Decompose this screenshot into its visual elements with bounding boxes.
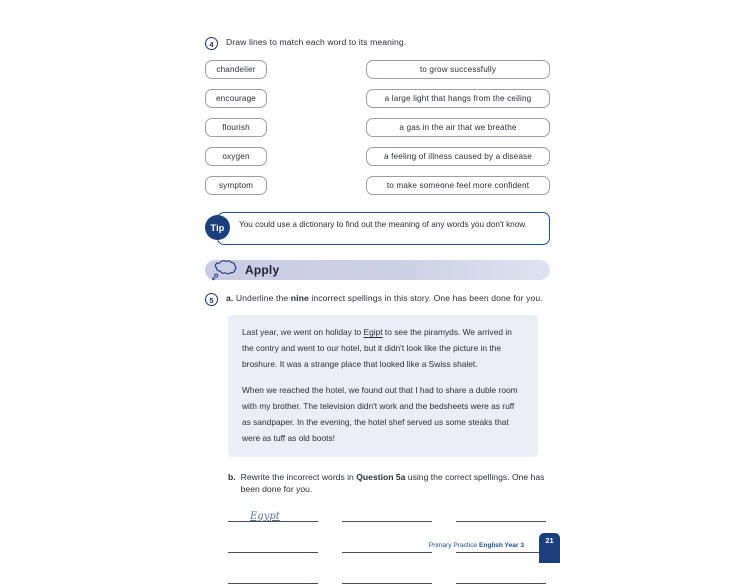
question-5b-text-before: Rewrite the incorrect words in: [240, 472, 357, 482]
answer-line[interactable]: [456, 569, 546, 584]
story-paragraph-1: [242, 324, 524, 372]
definition-column: [366, 60, 550, 195]
page-number-tab: 21: [539, 533, 560, 563]
question-5-number: 5: [205, 293, 218, 306]
word-box[interactable]: encourage: [205, 89, 267, 108]
question-4-heading: [205, 36, 550, 50]
thought-bubble-icon: [210, 258, 240, 282]
apply-label: Apply: [245, 263, 280, 277]
worksheet-content: [205, 36, 550, 584]
answer-line[interactable]: [342, 538, 432, 553]
question-5b-letter: b.: [228, 472, 236, 482]
answer-line[interactable]: [342, 507, 432, 522]
word-box[interactable]: oxygen: [205, 147, 267, 166]
footer-label: [429, 542, 524, 549]
word-column: [205, 60, 333, 195]
answer-line[interactable]: [228, 507, 318, 522]
story-passage: [228, 315, 538, 457]
tip-badge: Tip: [205, 215, 230, 240]
word-box[interactable]: chandelier: [205, 60, 267, 79]
answer-line[interactable]: [456, 507, 546, 522]
answer-line-filled-value: Egypt: [250, 511, 280, 522]
word-box[interactable]: flourish: [205, 118, 267, 137]
apply-section-header: [205, 260, 550, 282]
definition-box[interactable]: a feeling of illness caused by a disease: [366, 147, 550, 166]
answer-line[interactable]: [228, 569, 318, 584]
question-5a-emphasis: nine: [290, 293, 309, 303]
definition-box[interactable]: to make someone feel more confident: [366, 176, 550, 195]
question-5a-instruction: [226, 292, 543, 304]
story-underlined-example: Egipt: [363, 327, 383, 337]
answer-line[interactable]: [228, 538, 318, 553]
matching-gap: [333, 60, 366, 195]
word-box[interactable]: symptom: [205, 176, 267, 195]
question-4-number: 4: [205, 37, 218, 50]
question-5a-letter: a.: [226, 293, 234, 303]
definition-box[interactable]: a gas in the air that we breathe: [366, 118, 550, 137]
question-5b-heading: [228, 471, 546, 495]
question-5a-text-after: incorrect spellings in this story. One has been done for you.: [308, 293, 543, 303]
tip-callout: [205, 212, 550, 245]
question-5b-emphasis: Question 5a: [356, 472, 406, 482]
tip-text: You could use a dictionary to find out the meaning of any words you don't know.: [239, 220, 528, 229]
story-p1-part1: Last year, we went on holiday to: [242, 327, 364, 337]
story-p1-part2: to see the piramyds. We arrived in the contry and went to our hotel, but it didn't look like the picture in the broshure. It was a strange place that looked like a Swiss shalet.: [242, 327, 512, 369]
definition-box[interactable]: a large light that hangs from the ceiling: [366, 89, 550, 108]
story-paragraph-2: When we reached the hotel, we found out that I had to share a duble room with my brother. The television didn't work and the bedsheets were as ruff as sandpaper. In the evening, the hotel shef served us some steaks that were as tuff as old boots!: [242, 385, 518, 443]
definition-box[interactable]: to grow successfully: [366, 60, 550, 79]
question-5a-heading: [205, 292, 550, 306]
question-5b-instruction: [241, 471, 546, 495]
question-5a-text-before: Underline the: [235, 293, 291, 303]
page-footer: [420, 538, 560, 568]
question-4-instruction: Draw lines to match each word to its meaning.: [226, 37, 407, 47]
answer-line[interactable]: [342, 569, 432, 584]
footer-title: English Year 3: [479, 542, 524, 549]
question-5b-text-after: using the correct spellings. One has been done for you.: [240, 472, 545, 494]
footer-series: Primary Practice: [428, 542, 480, 549]
matching-activity: [205, 60, 550, 195]
